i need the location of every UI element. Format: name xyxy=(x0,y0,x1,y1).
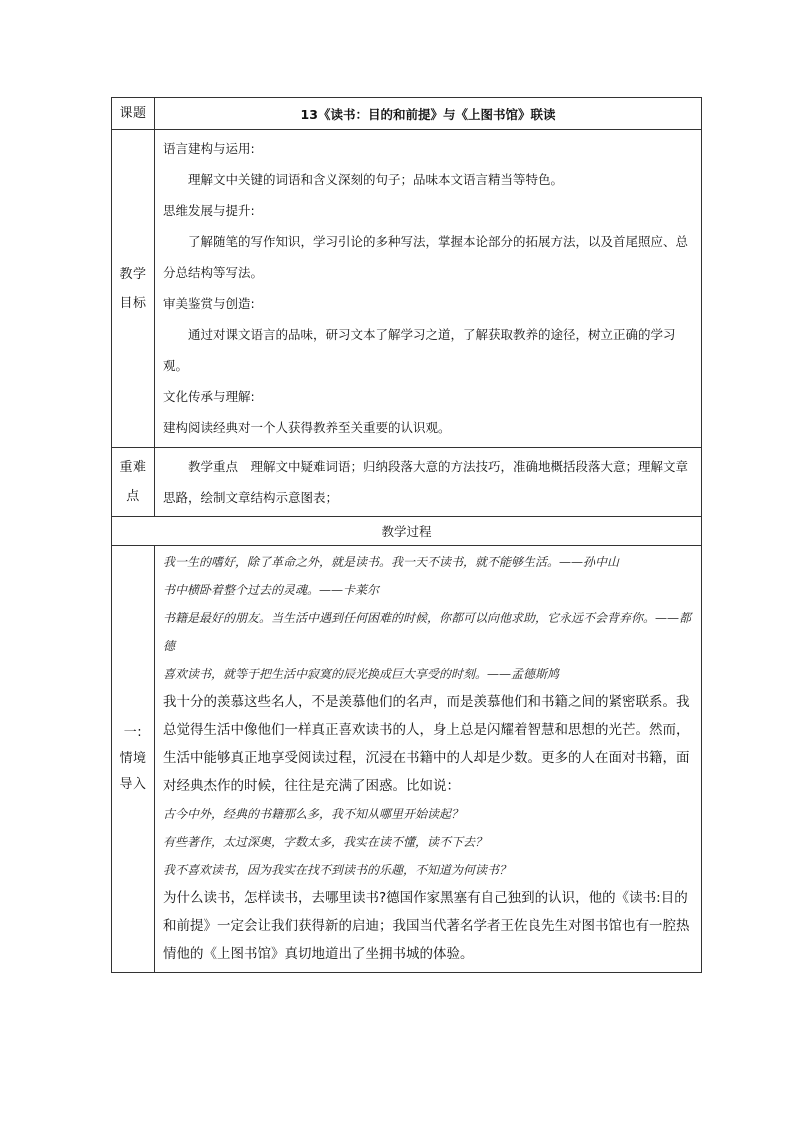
lesson-plan-table xyxy=(111,97,702,973)
goal-heading-thinking: 思维发展与提升: xyxy=(163,203,255,218)
intro-label-line3: 导入 xyxy=(119,777,147,792)
goals-label xyxy=(112,130,155,448)
process-heading: 教学过程 xyxy=(112,517,702,546)
intro-content xyxy=(155,546,702,973)
goal-body-thinking: 了解随笔的写作知识，学习引论的多种写法，掌握本论部分的拓展方法，以及首尾照应、总分总结构等写法。 xyxy=(163,234,689,280)
intro-label xyxy=(112,546,155,973)
key-points-content xyxy=(155,448,702,517)
goal-heading-aesthetic: 审美鉴赏与创造: xyxy=(163,296,255,311)
question-2: 有些著作，太过深奥，字数太多，我实在读不懂，读不下去？ xyxy=(163,835,488,849)
quote-montesquieu: 喜欢读书，就等于把生活中寂寞的辰光换成巨大享受的时刻。——孟德斯鸠 xyxy=(163,667,560,681)
key-points-label-line1: 重难 xyxy=(119,460,147,475)
goal-body-language: 理解文中关键的词语和含义深刻的句子；品味本文语言精当等特色。 xyxy=(188,172,564,187)
goals-row xyxy=(112,130,702,448)
key-points-text: 教学重点 理解文中疑难词语；归纳段落大意的方法技巧，准确地概括段落大意；理解文章思路，绘制文章结构示意图表； xyxy=(163,459,689,505)
key-points-label-line2: 点 xyxy=(126,489,140,504)
question-1: 古今中外，经典的书籍那么多，我不知从哪里开始读起？ xyxy=(163,807,464,821)
key-points-label xyxy=(112,448,155,517)
quote-sun-yatsen: 我一生的嗜好，除了革命之外，就是读书。我一天不读书，就不能够生活。——孙中山 xyxy=(163,555,620,569)
goals-label-line1: 教学 xyxy=(119,266,147,282)
quote-carlyle: 书中横卧着整个过去的灵魂。——卡莱尔 xyxy=(163,583,380,597)
title-label: 课题 xyxy=(112,98,155,130)
intro-paragraph-1: 我十分的羡慕这些名人，不是羡慕他们的名声，而是羡慕他们和书籍之间的紧密联系。我总觉得生活中像他们一样真正喜欢读书的人，身上总是闪耀着智慧和思想的光芒。然而，生活中能够真正地享受阅读过程，沉浸在书籍中的人却是少数。更多的人在面对书籍，面对经典杰作的时候，往往是充满了困惑。比如说： xyxy=(163,694,690,794)
question-3: 我不喜欢读书，因为我实在找不到读书的乐趣，不知道为何读书？ xyxy=(163,863,512,877)
title-row xyxy=(112,98,702,130)
intro-label-line1: 一: xyxy=(123,725,143,740)
goal-heading-culture: 文化传承与理解: xyxy=(163,389,255,404)
goal-heading-language: 语言建构与运用: xyxy=(163,141,255,156)
quote-daudet: 书籍是最好的朋友。当生活中遇到任何困难的时候，你都可以向他求助，它永远不会背弃你。——都德 xyxy=(163,611,692,653)
goal-body-aesthetic: 通过对课文语言的品味，研习文本了解学习之道，了解获取教养的途径，树立正确的学习观。 xyxy=(163,327,676,373)
goals-label-line2: 目标 xyxy=(119,295,147,311)
lesson-title: 13《读书：目的和前提》与《上图书馆》联读 xyxy=(155,98,702,130)
goals-content xyxy=(155,130,702,448)
goal-body-culture: 建构阅读经典对一个人获得教养至关重要的认识观。 xyxy=(163,420,451,435)
intro-label-line2: 情境 xyxy=(119,751,147,766)
process-heading-row xyxy=(112,517,702,546)
intro-row xyxy=(112,546,702,973)
intro-paragraph-2: 为什么读书，怎样读书，去哪里读书?德国作家黑塞有自己独到的认识，他的《读书:目的和前提》一定会让我们获得新的启迪；我国当代著名学者王佐良先生对图书馆也有一腔热情他的《上图书馆》真切地道出了坐拥书城的体验。 xyxy=(163,890,690,962)
key-points-row xyxy=(112,448,702,517)
